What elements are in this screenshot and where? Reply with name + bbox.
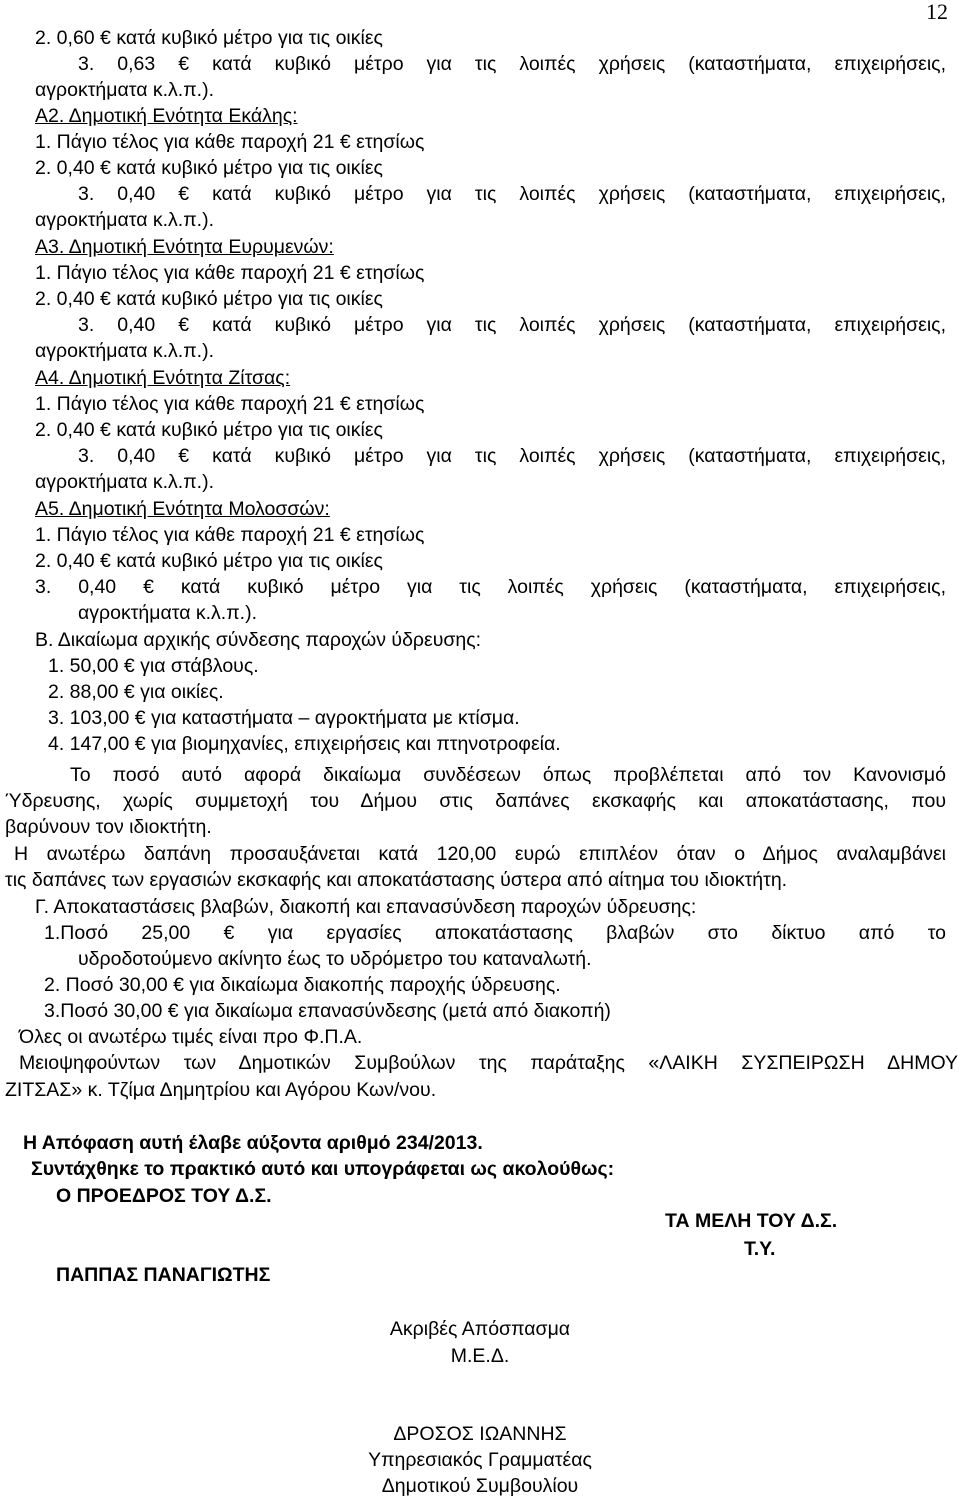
text-line: αγροκτήματα κ.λ.π.). xyxy=(35,340,215,362)
text-line: Ύδρευσης, χωρίς συμμετοχή του Δήμου στις δαπάνες εκσκαφής και αποκατάστασης, που xyxy=(5,790,946,812)
president-name: ΠΑΠΠΑΣ ΠΑΝΑΓΙΩΤΗΣ xyxy=(56,1264,271,1286)
text-line: 3. 0,40 € κατά κυβικό μέτρο για τις λοιπές χρήσεις (καταστήματα, επιχειρήσεις, xyxy=(78,445,946,467)
text-line: 3. 0,40 € κατά κυβικό μέτρο για τις λοιπές χρήσεις (καταστήματα, επιχειρήσεις, xyxy=(35,576,946,598)
section-heading: Α3. Δημοτική Ενότητα Ευρυμενών: xyxy=(35,236,334,258)
signing-statement: Συντάχθηκε το πρακτικό αυτό και υπογράφεται ως ακολούθως: xyxy=(31,1158,615,1180)
text-line: 2. 88,00 € για οικίες. xyxy=(48,681,224,703)
text-line: 1. Πάγιο τέλος για κάθε παροχή 21 € ετησίως xyxy=(35,393,425,415)
text-line: αγροκτήματα κ.λ.π.). xyxy=(35,209,215,231)
text-line: Η ανωτέρω δαπάνη προσαυξάνεται κατά 120,00 ευρώ επιπλέον όταν ο Δήμος αναλαμβάνει xyxy=(14,843,946,865)
section-heading: Α2. Δημοτική Ενότητα Εκάλης: xyxy=(35,105,298,127)
page-number: 12 xyxy=(926,0,948,24)
text-line: Το ποσό αυτό αφορά δικαίωμα συνδέσεων όπως προβλέπεται από τον Κανονισμό xyxy=(70,764,946,786)
text-line: 2. 0,40 € κατά κυβικό μέτρο για τις οικίες xyxy=(35,550,383,572)
text-line: 1. Πάγιο τέλος για κάθε παροχή 21 € ετησίως xyxy=(35,524,425,546)
text-line: Μειοψηφούντων των Δημοτικών Συμβούλων της παράταξης «ΛΑΙΚΗ ΣΥΣΠΕΙΡΩΣΗ ΔΗΜΟΥ xyxy=(19,1052,958,1074)
text-line: αγροκτήματα κ.λ.π.). xyxy=(78,602,258,624)
section-heading: Γ. Αποκαταστάσεις βλαβών, διακοπή και επανασύνδεση παροχών ύδρευσης: xyxy=(35,896,697,918)
text-line: αγροκτήματα κ.λ.π.). xyxy=(35,471,215,493)
text-line: 1.Ποσό 25,00 € για εργασίες αποκατάστασης βλαβών στο δίκτυο από το xyxy=(44,922,946,944)
text-line: 3. 0,40 € κατά κυβικό μέτρο για τις λοιπές χρήσεις (καταστήματα, επιχειρήσεις, xyxy=(78,183,946,205)
members-title: ΤΑ ΜΕΛΗ ΤΟΥ Δ.Σ. xyxy=(665,1210,838,1232)
text-line: 3.Ποσό 30,00 € για δικαίωμα επανασύνδεσης (μετά από διακοπή) xyxy=(44,1000,611,1022)
text-line: τις δαπάνες των εργασιών εκσκαφής και αποκατάστασης ύστερα από αίτημα του ιδιοκτήτη. xyxy=(5,869,788,891)
section-heading: Α5. Δημοτική Ενότητα Μολοσσών: xyxy=(35,498,330,520)
text-line: 2. 0,60 € κατά κυβικό μέτρο για τις οικίες xyxy=(35,27,383,49)
president-title: Ο ΠΡΟΕΔΡΟΣ ΤΟΥ Δ.Σ. xyxy=(56,1185,272,1207)
text-line: αγροκτήματα κ.λ.π.). xyxy=(35,79,215,101)
signer-body: Δημοτικού Συμβουλίου xyxy=(381,1475,579,1497)
text-line: βαρύνουν τον ιδιοκτήτη. xyxy=(5,816,212,838)
text-line: 2. 0,40 € κατά κυβικό μέτρο για τις οικίες xyxy=(35,157,383,179)
text-line: ΖΙΤΣΑΣ» κ. Τζίμα Δημητρίου και Αγόρου Κων/νου. xyxy=(5,1079,437,1101)
text-line: Όλες οι ανωτέρω τιμές είναι προ Φ.Π.Α. xyxy=(19,1026,363,1048)
text-line: 1. 50,00 € για στάβλους. xyxy=(48,655,259,677)
signer-name: ΔΡΟΣΟΣ ΙΩΑΝΝΗΣ xyxy=(393,1423,567,1445)
text-line: 2. 0,40 € κατά κυβικό μέτρο για τις οικίες xyxy=(35,288,383,310)
text-line: 2. 0,40 € κατά κυβικό μέτρο για τις οικίες xyxy=(35,419,383,441)
text-line: 3. 0,63 € κατά κυβικό μέτρο για τις λοιπές χρήσεις (καταστήματα, επιχειρήσεις, xyxy=(78,53,946,75)
text-line: 3. 103,00 € για καταστήματα – αγροκτήματα με κτίσμα. xyxy=(48,707,520,729)
text-line: 2. Ποσό 30,00 € για δικαίωμα διακοπής παροχής ύδρευσης. xyxy=(44,974,561,996)
text-line: 3. 0,40 € κατά κυβικό μέτρο για τις λοιπές χρήσεις (καταστήματα, επιχειρήσεις, xyxy=(78,314,946,336)
members-signature: Τ.Υ. xyxy=(744,1238,776,1260)
section-heading: Α4. Δημοτική Ενότητα Ζίτσας: xyxy=(35,367,291,389)
certification-abbrev: Μ.Ε.Δ. xyxy=(450,1345,510,1367)
signer-role: Υπηρεσιακός Γραμματέας xyxy=(368,1449,592,1471)
text-line: 1. Πάγιο τέλος για κάθε παροχή 21 € ετησίως xyxy=(35,131,425,153)
decision-number: Η Απόφαση αυτή έλαβε αύξοντα αριθμό 234/2013. xyxy=(23,1132,483,1154)
text-line: 1. Πάγιο τέλος για κάθε παροχή 21 € ετησίως xyxy=(35,262,425,284)
certification-title: Ακριβές Απόσπασμα xyxy=(389,1318,571,1340)
text-line: υδροδοτούμενο ακίνητο έως το υδρόμετρο του καταναλωτή. xyxy=(78,948,592,970)
section-heading: Β. Δικαίωμα αρχικής σύνδεσης παροχών ύδρευσης: xyxy=(35,629,482,651)
text-line: 4. 147,00 € για βιομηχανίες, επιχειρήσεις και πτηνοτροφεία. xyxy=(48,733,561,755)
